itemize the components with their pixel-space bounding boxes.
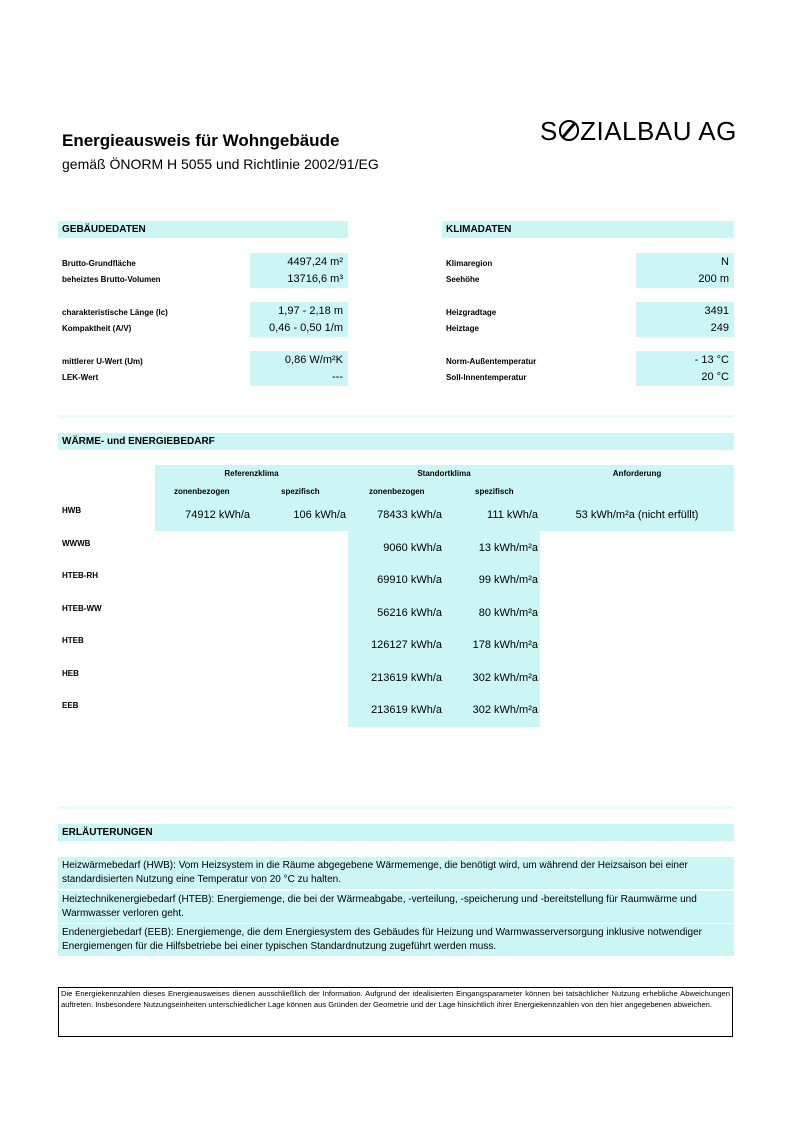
- row-label-hteb-rh: HTEB-RH: [62, 571, 98, 580]
- hwb-anforderung: 53 kWh/m²a (nicht erfüllt): [575, 509, 699, 521]
- label-heizgradtage: Heizgradtage: [446, 308, 497, 317]
- row-label-hteb: HTEB: [62, 636, 84, 645]
- page-subtitle: gemäß ÖNORM H 5055 und Richtlinie 2002/91/EG: [62, 156, 379, 172]
- label-lek-wert: LEK-Wert: [62, 373, 99, 382]
- value-lek-wert: ---: [332, 371, 343, 383]
- explanation-eeb: Endenergiebedarf (EEB): Energiemenge, die dem Energiesystem des Gebäudes für Heizung und Warmwasserversorgung inklusive notwendiger Energiemengen für die Hilfsbetriebe bei einer typischen Standardnutzung zugeführt werden muss.: [58, 924, 734, 956]
- label-brutto-grundflaeche: Brutto-Grundfläche: [62, 259, 136, 268]
- hteb-std-zonen: 126127 kWh/a: [371, 639, 442, 651]
- heb-std-zonen: 213619 kWh/a: [371, 672, 442, 684]
- disclaimer-box: Die Energiekennzahlen dieses Energieausweises dienen ausschließlich der Information. Aufgrund der idealisierten Eingangsparameter können bei tatsächlicher Nutzung erhebliche Abweichungen auftreten. Insbesondere Nutzungseinheiten unterschiedlicher Lage können aus Gründen der Geometrie und der Lage hinsichtlich ihrer Energiekennzahlen von den hier angegebenen abweichen.: [58, 987, 733, 1037]
- group-standortklima: Standortklima: [417, 469, 471, 478]
- section-divider: [58, 415, 734, 418]
- company-logo: [540, 116, 737, 147]
- label-brutto-volumen: beheiztes Brutto-Volumen: [62, 275, 161, 284]
- value-brutto-volumen: 13716,6 m³: [287, 273, 343, 285]
- sub-std-spezifisch: spezifisch: [475, 487, 514, 496]
- hteb-rh-std-zonen: 69910 kWh/a: [377, 574, 442, 586]
- hteb-ww-std-zonen: 56216 kWh/a: [377, 607, 442, 619]
- logo-text-end: ZIALBAU AG: [580, 116, 737, 146]
- value-mittlerer-u-wert: 0,86 W/m²K: [284, 354, 343, 366]
- hwb-std-spez: 111 kWh/a: [487, 509, 538, 521]
- wwwb-std-spez: 13 kWh/m²a: [478, 542, 538, 554]
- row-label-hteb-ww: HTEB-WW: [62, 604, 102, 613]
- label-heiztage: Heiztage: [446, 324, 479, 333]
- explanation-hteb: Heiztechnikenergiebedarf (HTEB): Energiemenge, die bei der Wärmeabgabe, -verteilung, -speicherung und -bereitstellung für Raumwärme und Warmwasser verloren geht.: [58, 891, 734, 923]
- label-seehoehe: Seehöhe: [446, 275, 480, 284]
- eeb-std-zonen: 213619 kWh/a: [371, 704, 442, 716]
- page-title: Energieausweis für Wohngebäude: [62, 131, 340, 150]
- row-label-hwb: HWB: [62, 506, 82, 515]
- gebaeudedaten-heading: GEBÄUDEDATEN: [58, 221, 348, 238]
- label-soll-innentemperatur: Soll-Innentemperatur: [446, 373, 527, 382]
- row-label-heb: HEB: [62, 669, 79, 678]
- section-divider: [58, 806, 734, 809]
- waermebedarf-heading: WÄRME- und ENERGIEBEDARF: [58, 433, 734, 450]
- erlaeuterungen-heading: ERLÄUTERUNGEN: [58, 824, 734, 841]
- group-referenzklima: Referenzklima: [224, 469, 279, 478]
- klimadaten-heading: KLIMADATEN: [442, 221, 734, 238]
- label-mittlerer-u-wert: mittlerer U-Wert (Um): [62, 357, 143, 366]
- heb-std-spez: 302 kWh/m²a: [472, 672, 538, 684]
- value-norm-aussentemperatur: - 13 °C: [694, 354, 729, 366]
- wwwb-std-zonen: 9060 kWh/a: [383, 542, 442, 554]
- hwb-ref-spez: 106 kWh/a: [293, 509, 346, 521]
- label-norm-aussentemperatur: Norm-Außentemperatur: [446, 357, 537, 366]
- row-label-wwwb: WWWB: [62, 539, 91, 548]
- row-label-eeb: EEB: [62, 701, 79, 710]
- sub-ref-spezifisch: spezifisch: [281, 487, 320, 496]
- sub-ref-zonenbezogen: zonenbezogen: [174, 487, 230, 496]
- group-anforderung: Anforderung: [612, 469, 662, 478]
- sub-std-zonenbezogen: zonenbezogen: [369, 487, 425, 496]
- eeb-std-spez: 302 kWh/m²a: [472, 704, 538, 716]
- logo-o-mark: [559, 120, 579, 140]
- value-charakteristische-laenge: 1,97 - 2,18 m: [278, 305, 343, 317]
- hteb-std-spez: 178 kWh/m²a: [472, 639, 538, 651]
- label-kompaktheit: Kompaktheit (A/V): [62, 324, 132, 333]
- label-klimaregion: Klimaregion: [446, 259, 493, 268]
- explanation-hwb: Heizwärmebedarf (HWB): Vom Heizsystem in die Räume abgegebene Wärmemenge, die benötigt wird, um während der Heizsaison bei einer standardisierten Nutzung eine Temperatur von 20 °C zu halten.: [58, 857, 734, 889]
- logo-text-start: S: [540, 116, 558, 146]
- value-brutto-grundflaeche: 4497,24 m²: [287, 256, 343, 268]
- value-kompaktheit: 0,46 - 0,50 1/m: [269, 322, 343, 334]
- value-klimaregion: N: [721, 256, 729, 268]
- value-soll-innentemperatur: 20 °C: [701, 371, 729, 383]
- hwb-ref-zonen: 74912 kWh/a: [185, 509, 250, 521]
- hwb-std-zonen: 78433 kWh/a: [377, 509, 442, 521]
- value-heizgradtage: 3491: [704, 305, 729, 317]
- standort-column-bg: [348, 531, 540, 727]
- label-charakteristische-laenge: charakteristische Länge (lc): [62, 308, 168, 317]
- hteb-rh-std-spez: 99 kWh/m²a: [478, 574, 538, 586]
- value-seehoehe: 200 m: [698, 273, 729, 285]
- hteb-ww-std-spez: 80 kWh/m²a: [478, 607, 538, 619]
- value-heiztage: 249: [710, 322, 729, 334]
